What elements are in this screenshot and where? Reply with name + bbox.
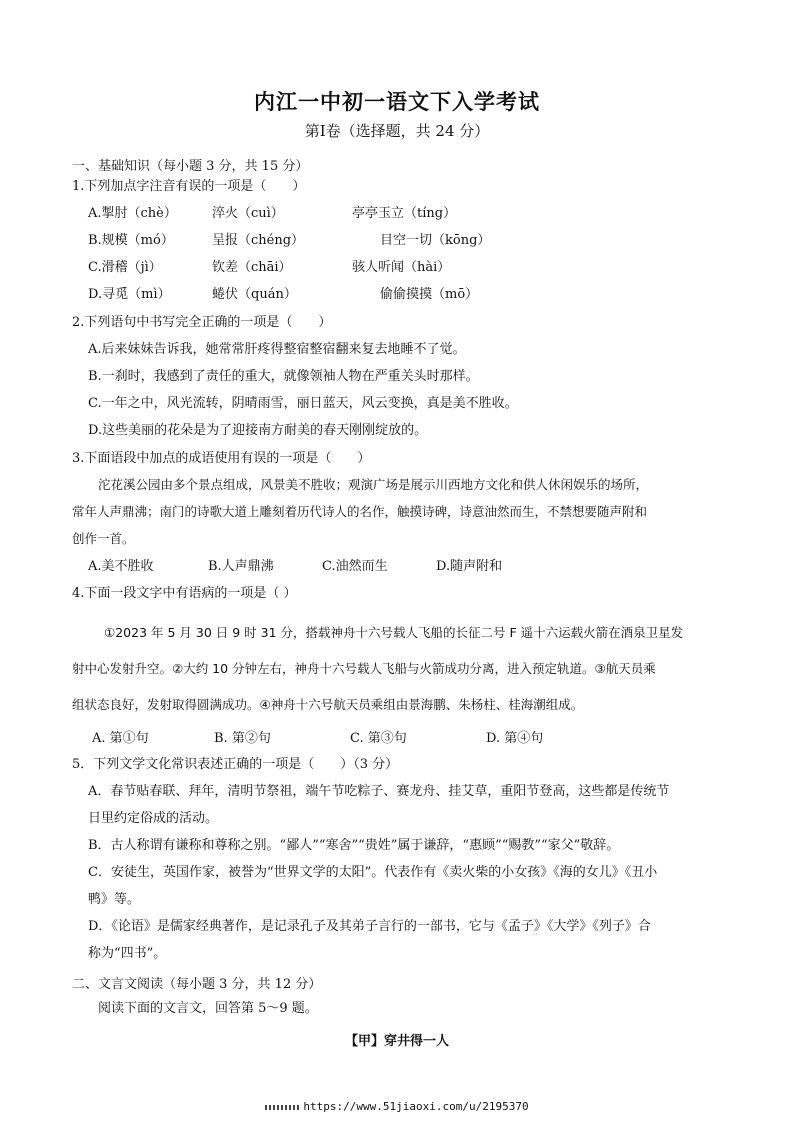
q5-stem: 5．下列文学文化常识表述正确的一项是（ ）（3 分）	[72, 757, 399, 772]
q5-line-2: 日里约定俗成的活动。	[88, 811, 219, 826]
q4-stem: 4.下面一段文字中有语病的一项是（ ）	[72, 586, 297, 601]
q1-option-c-3: 骇人听闻（hài）	[352, 260, 451, 275]
q4-passage-line-1: ①2023 年 5 月 30 日 9 时 31 分，搭载神舟十六号载人飞船的长征二号 F 遥十六运载火箭在酒泉卫星发	[104, 625, 684, 640]
footer-url[interactable]: https://www.51jiaoxi.com/u/2195370	[303, 1100, 529, 1113]
q3-option-c: C.油然而生	[322, 559, 388, 574]
section-2-intro: 阅读下面的文言文，回答第 5～9 题。	[98, 1001, 318, 1016]
q3-passage-line-3: 创作一首。	[72, 531, 135, 546]
q4-option-d: D. 第④句	[486, 731, 544, 746]
q3-stem: 3.下面语段中加点的成语使用有误的一项是（ ）	[72, 451, 371, 466]
q4-passage-line-2: 射中心发射升空。②大约 10 分钟左右，神舟十六号载人飞船与火箭成功分离，进入预定轨道。③航天员乘	[72, 661, 656, 676]
q1-option-d-3: 偷偷摸摸（mō）	[380, 287, 479, 302]
q3-passage-line-1: 沱花溪公园由多个景点组成，风景美不胜收；观演广场是展示川西地方文化和供人休闲娱乐的场所，	[98, 477, 649, 492]
q3-option-a: A.美不胜收	[88, 559, 154, 574]
q5-line-7: 称为“四书”。	[88, 946, 167, 961]
q1-option-a-1: A.掣肘（chè）	[88, 206, 177, 221]
q1-option-b-1: B.规模（mó）	[88, 233, 174, 248]
q2-option-b: B.一刹时，我感到了责任的重大，就像领袖人物在严重关头时那样。	[88, 369, 479, 384]
exam-title: 内江一中初一语文下入学考试	[254, 89, 540, 114]
q1-stem: 1.下列加点字注音有误的一项是（ ）	[72, 179, 306, 194]
q5-line-3: B．古人称谓有谦称和尊称之别。“鄙人”“寒舍”“贵姓”属于谦辞，“惠顾”“赐教”“家父”敬辞。	[88, 838, 620, 853]
exam-subtitle: 第Ⅰ卷（选择题，共 24 分）	[304, 122, 490, 140]
footer	[0, 1100, 794, 1113]
q1-option-d-2: 蜷伏（quán）	[212, 287, 297, 302]
watermark-mark-icon	[265, 1105, 299, 1110]
q1-option-a-2: 淬火（cuì）	[212, 206, 284, 221]
q4-option-a: A. 第①句	[92, 731, 149, 746]
q2-option-c: C.一年之中，风光流转，阴晴雨雪，丽日蓝天，风云变换，真是美不胜收。	[88, 396, 518, 411]
section-2-heading: 二、文言文阅读（每小题 3 分，共 12 分）	[72, 977, 322, 992]
q2-stem: 2.下列语句中书写完全正确的一项是（ ）	[72, 315, 332, 330]
q4-passage-line-3: 组状态良好，发射取得圆满成功。④神舟十六号航天员乘组由景海鹏、朱杨柱、桂海潮组成。	[72, 697, 584, 712]
q2-option-d: D.这些美丽的花朵是为了迎接南方耐美的春天刚刚绽放的。	[88, 423, 428, 438]
q5-line-1: A．春节贴春联、拜年，清明节祭祖，端午节吃粽子、赛龙舟、挂艾草，重阳节登高，这些都是传统节	[88, 784, 670, 799]
section-1-heading: 一、基础知识（每小题 3 分，共 15 分）	[72, 159, 309, 174]
q5-line-4: C．安徒生，英国作家，被誉为“世界文学的太阳”。代表作有《卖火柴的小女孩》《海的女儿》《丑小	[88, 865, 658, 880]
q3-passage-line-2: 常年人声鼎沸；南门的诗歌大道上雕刻着历代诗人的名作，触摸诗碑，诗意油然而生，不禁想要随声附和	[72, 504, 648, 519]
q1-option-a-3: 亭亭玉立（tíng）	[352, 206, 457, 221]
q1-option-b-3: 目空一切（kōng）	[380, 233, 491, 248]
q5-line-5: 鸭》等。	[88, 892, 141, 907]
q2-option-a: A.后来妹妹告诉我，她常常肝疼得整宿整宿翻来复去地睡不了觉。	[88, 342, 466, 357]
q4-option-c: C. 第③句	[350, 731, 407, 746]
q3-option-b: B.人声鼎沸	[208, 559, 274, 574]
q1-option-d-1: D.寻觅（mì）	[88, 287, 171, 302]
q1-option-c-2: 钦差（chāi）	[212, 260, 292, 275]
passage-title: 【甲】穿井得一人	[344, 1034, 449, 1049]
q5-line-6: D．《论语》是儒家经典著作，是记录孔子及其弟子言行的一部书，它与《孟子》《大学》《列子》合	[88, 919, 651, 934]
q1-option-c-1: C.滑稽（jì）	[88, 260, 162, 275]
q4-option-b: B. 第②句	[214, 731, 271, 746]
q1-option-b-2: 呈报（chéng）	[212, 233, 305, 248]
q3-option-d: D.随声附和	[436, 559, 503, 574]
